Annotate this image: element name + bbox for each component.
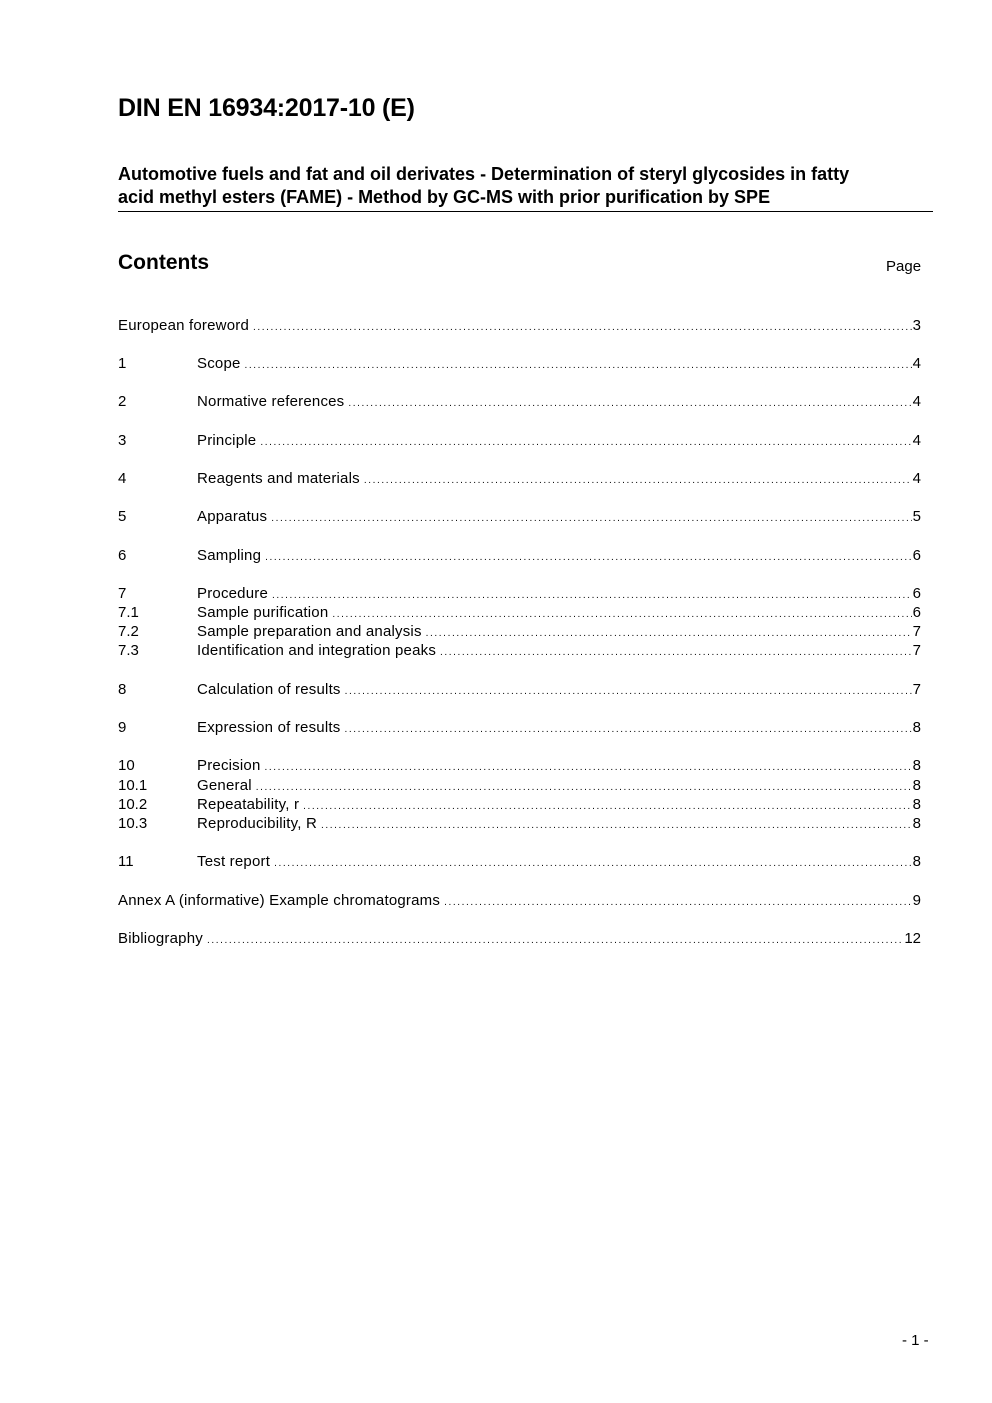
toc-number: 2: [118, 393, 127, 410]
toc-leader: [440, 643, 912, 662]
toc-entry-6[interactable]: [118, 546, 921, 565]
toc-title: Sampling: [197, 547, 262, 564]
toc-entry-3[interactable]: [118, 431, 921, 450]
toc-number: 7.1: [118, 604, 139, 621]
toc-leader: [260, 433, 911, 452]
toc-entry-bibliography[interactable]: [118, 929, 921, 948]
toc-leader: [207, 931, 903, 950]
toc-entry-4[interactable]: [118, 469, 921, 488]
toc-leader: [271, 509, 911, 528]
toc-leader: [321, 816, 912, 835]
toc-page: 4: [912, 393, 921, 410]
toc-page: 4: [912, 470, 921, 487]
document-id: DIN EN 16934:2017-10 (E): [118, 94, 415, 122]
toc-entry-10-3[interactable]: [118, 814, 921, 833]
toc-title: Repeatability, r: [197, 796, 300, 813]
toc-number: 8: [118, 681, 127, 698]
toc-entry-10-2[interactable]: [118, 795, 921, 814]
toc-page: 7: [912, 623, 921, 640]
toc-entry-9[interactable]: [118, 718, 921, 737]
toc-page: 9: [912, 892, 921, 909]
toc-entry-7[interactable]: [118, 584, 921, 603]
toc-title: Annex A (informative) Example chromatograms: [118, 892, 441, 909]
toc-page: 5: [912, 508, 921, 525]
toc-title: Calculation of results: [197, 681, 341, 698]
toc-leader: [345, 682, 912, 701]
toc-title: Sample preparation and analysis: [197, 623, 422, 640]
toc-number: 10.2: [118, 796, 148, 813]
toc-entry-1[interactable]: [118, 354, 921, 373]
toc-leader: [344, 720, 911, 739]
toc-page: 8: [912, 853, 921, 870]
toc-page: 12: [904, 930, 921, 947]
page-number: - 1 -: [902, 1332, 929, 1349]
toc-title: Normative references: [197, 393, 345, 410]
toc-leader: [253, 318, 912, 337]
toc-page: 8: [912, 815, 921, 832]
toc-title: Identification and integration peaks: [197, 642, 437, 659]
toc-leader: [265, 758, 912, 777]
toc-title: Test report: [197, 853, 271, 870]
toc-page: 6: [912, 547, 921, 564]
page-column-heading: Page: [886, 258, 922, 275]
toc-title: Bibliography: [118, 930, 203, 947]
toc-title: Scope: [197, 355, 241, 372]
toc-leader: [444, 893, 912, 912]
toc-title: Apparatus: [197, 508, 268, 525]
toc-page: 4: [912, 432, 921, 449]
toc-title: Precision: [197, 757, 261, 774]
toc-title: Principle: [197, 432, 257, 449]
toc-entry-11[interactable]: [118, 852, 921, 871]
toc-page: 7: [912, 681, 921, 698]
subtitle-line-2: acid methyl esters (FAME) - Method by GC-MS with prior purification by SPE: [118, 187, 771, 207]
toc-leader: [348, 394, 911, 413]
toc-leader: [245, 356, 912, 375]
toc-number: 10: [118, 757, 135, 774]
toc-entry-annex-a[interactable]: [118, 891, 921, 910]
toc-number: 7: [118, 585, 127, 602]
toc-number: 11: [118, 853, 134, 870]
toc-leader: [265, 548, 912, 567]
toc-entry-5[interactable]: [118, 507, 921, 526]
toc-title: Reproducibility, R: [197, 815, 318, 832]
toc-number: 5: [118, 508, 127, 525]
toc-leader: [364, 471, 912, 490]
toc-entry-10-1[interactable]: [118, 776, 921, 795]
toc-page: 8: [912, 757, 921, 774]
toc-entry-2[interactable]: [118, 392, 921, 411]
subtitle-line-1: Automotive fuels and fat and oil derivates - Determination of steryl glycosides in fatty: [118, 164, 850, 184]
toc-number: 7.3: [118, 642, 139, 659]
toc-title: General: [197, 777, 252, 794]
toc-number: 10.3: [118, 815, 148, 832]
document-subtitle: [118, 163, 933, 212]
toc-page: 8: [912, 777, 921, 794]
toc-entry-8[interactable]: [118, 680, 921, 699]
toc-page: 4: [912, 355, 921, 372]
contents-heading: Contents: [118, 251, 209, 274]
toc-number: 1: [118, 355, 127, 372]
toc-title: Procedure: [197, 585, 269, 602]
toc-page: 6: [912, 585, 921, 602]
toc-entry-10[interactable]: [118, 756, 921, 775]
toc-number: 7.2: [118, 623, 139, 640]
toc-number: 4: [118, 470, 127, 487]
toc-title: Expression of results: [197, 719, 341, 736]
toc-page: 6: [912, 604, 921, 621]
toc-title: European foreword: [118, 317, 249, 334]
toc-number: 6: [118, 547, 127, 564]
toc-page: 7: [912, 642, 921, 659]
toc-leader: [274, 854, 912, 873]
toc-number: 10.1: [118, 777, 148, 794]
toc-page: 8: [912, 796, 921, 813]
toc-entry-foreword[interactable]: [118, 316, 921, 335]
toc-page: 3: [912, 317, 921, 334]
toc-entry-7-3[interactable]: [118, 641, 921, 660]
toc-title: Reagents and materials: [197, 470, 360, 487]
toc-title: Sample purification: [197, 604, 329, 621]
toc-entry-7-2[interactable]: [118, 622, 921, 641]
toc-page: 8: [912, 719, 921, 736]
toc-entry-7-1[interactable]: [118, 603, 921, 622]
toc-number: 3: [118, 432, 127, 449]
toc-number: 9: [118, 719, 127, 736]
